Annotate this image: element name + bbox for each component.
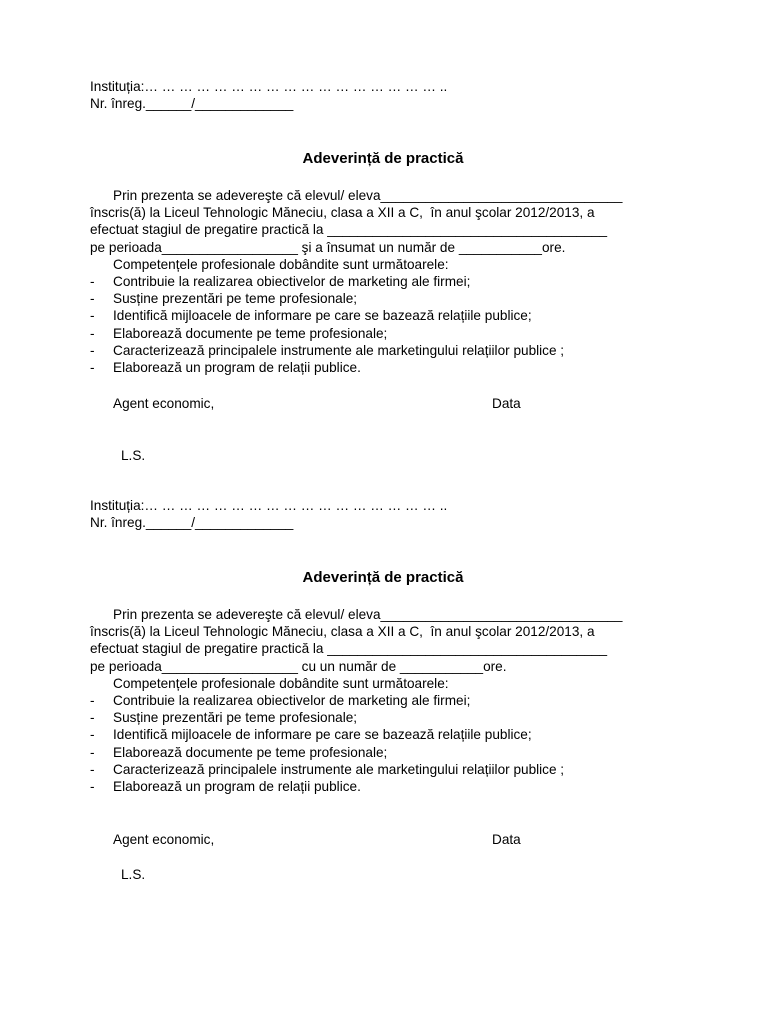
seal-placeholder-1: [90, 447, 707, 464]
body-line-1: Prin prezenta se adevereşte că elevul/ eleva________________________________: [113, 188, 623, 203]
institution-line: Instituția:… … … … … … … … … … … … … … … … … ..: [90, 79, 448, 94]
list-item: - Identifică mijloacele de informare pe care se bazează relațiile publice;: [90, 727, 532, 743]
body-line-4: pe perioada__________________ cu un număr de ___________ore.: [90, 658, 507, 674]
list-item: - Contribuie la realizarea obiectivelor de marketing ale firmei;: [90, 274, 471, 290]
competences-intro: Competențele profesionale dobândite sunt următoarele:: [113, 256, 449, 272]
institution-line: Instituția:… … … … … … … … … … … … … … … … … ..: [90, 498, 448, 513]
certificate-body-2: [90, 606, 676, 795]
certificate-title: Adeverință de practică: [302, 569, 464, 586]
ls-label: L.S.: [121, 867, 146, 882]
list-item: - Identifică mijloacele de informare pe care se bazează relațiile publice;: [90, 308, 532, 324]
competences-intro: Competențele profesionale dobândite sunt următoarele:: [113, 675, 449, 691]
list-item: - Contribuie la realizarea obiectivelor de marketing ale firmei;: [90, 693, 471, 709]
list-item: - Elaborează un program de relații publice.: [90, 360, 361, 376]
body-line-2: înscris(ă) la Liceul Tehnologic Măneciu, clasa a XII a C, în anul şcolar 2012/2013, a: [90, 624, 595, 640]
body-line-1: Prin prezenta se adevereşte că elevul/ eleva________________________________: [113, 607, 623, 622]
seal-placeholder-2: [90, 866, 707, 883]
body-line-2: înscris(ă) la Liceul Tehnologic Măneciu, clasa a XII a C, în anul şcolar 2012/2013, a: [90, 205, 595, 221]
list-item: - Elaborează un program de relații publice.: [90, 779, 361, 795]
list-item: - Caracterizează principalele instrumente ale marketingului relațiilor publice ;: [90, 342, 565, 358]
certificate-title-block-2: [90, 568, 676, 588]
list-item: - Elaborează documente pe teme profesionale;: [90, 744, 388, 760]
list-item: - Susține prezentări pe teme profesionale;: [90, 291, 358, 307]
body-line-4: pe perioada__________________ şi a însumat un număr de ___________ore.: [90, 239, 566, 255]
competences-list: [90, 273, 676, 376]
date-label: Data: [492, 832, 521, 847]
signature-row-2: [90, 831, 676, 848]
list-item: - Caracterizează principalele instrumente ale marketingului relațiilor publice ;: [90, 761, 565, 777]
registration-number-line: Nr. înreg.______/_____________: [90, 515, 294, 531]
list-item: - Susține prezentări pe teme profesionale;: [90, 710, 358, 726]
certificate-title-block-1: [90, 149, 676, 169]
competences-list: [90, 692, 676, 795]
date-label: Data: [492, 396, 521, 411]
certificate-title: Adeverință de practică: [302, 150, 464, 167]
certificate-body-1: [90, 187, 676, 376]
signature-row-1: [90, 395, 676, 412]
certificate-section-1: [90, 78, 676, 112]
certificate-section-2: [90, 497, 676, 531]
body-line-3: efectuat stagiul de pregatire practică la _____________________________________: [90, 641, 608, 657]
agent-economic-label: Agent economic,: [113, 832, 215, 847]
registration-number-line: Nr. înreg.______/_____________: [90, 96, 294, 112]
agent-economic-label: Agent economic,: [113, 396, 215, 411]
body-line-3: efectuat stagiul de pregatire practică la _____________________________________: [90, 222, 608, 238]
ls-label: L.S.: [121, 448, 146, 463]
list-item: - Elaborează documente pe teme profesionale;: [90, 325, 388, 341]
